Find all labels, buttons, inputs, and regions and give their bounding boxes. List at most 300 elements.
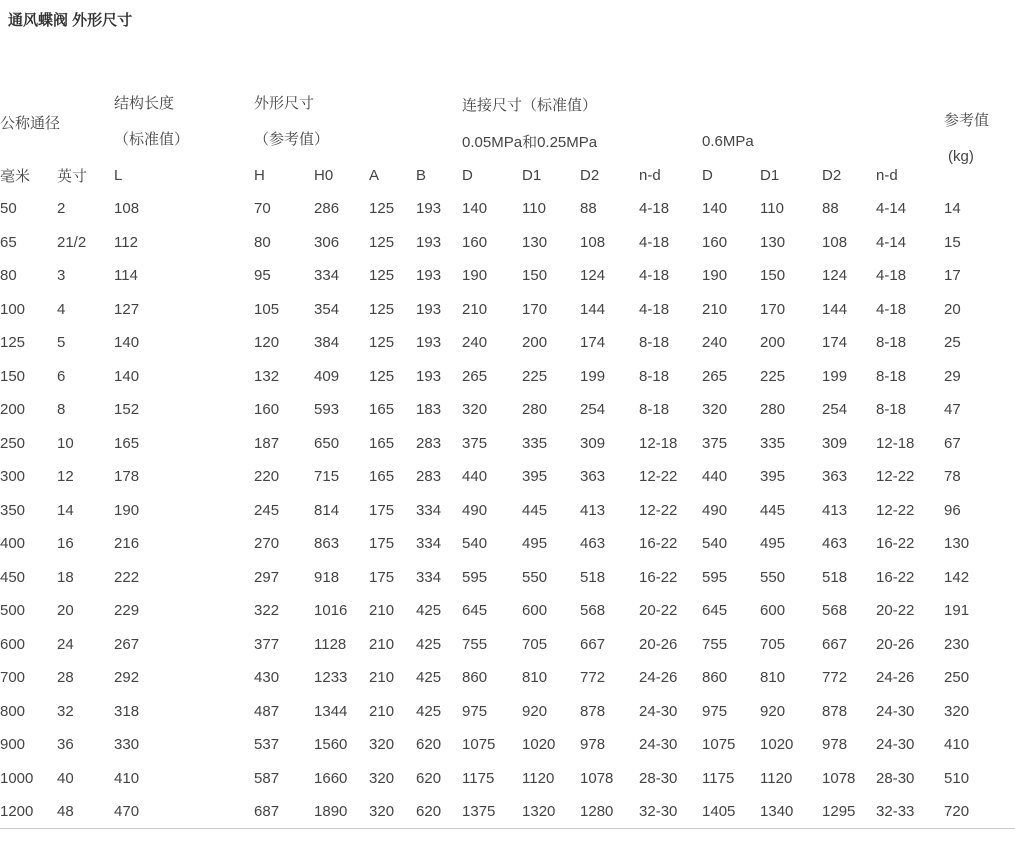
header-nominal-diameter: 公称通径: [0, 114, 61, 132]
table-cell: 28-30: [876, 769, 915, 787]
table-cell: 125: [369, 267, 395, 285]
table-cell: 705: [522, 635, 548, 653]
column-header: 英寸: [57, 168, 88, 185]
table-cell: 150: [760, 267, 786, 285]
table-cell: 810: [760, 669, 786, 687]
table-cell: 1295: [822, 803, 856, 820]
table-cell: 8-18: [639, 401, 670, 419]
table-body: [0, 192, 1015, 829]
table-cell: 772: [822, 669, 848, 687]
table-cell: 165: [369, 468, 395, 486]
table-cell: 878: [580, 702, 606, 720]
table-cell: 318: [114, 702, 140, 720]
table-cell: 410: [114, 769, 140, 787]
table-cell: 125: [369, 300, 395, 318]
table-cell: 490: [462, 501, 488, 519]
column-header: D1: [522, 167, 542, 184]
table-cell: 150: [0, 367, 26, 385]
table-cell: 100: [0, 300, 26, 318]
table-cell: 29: [944, 367, 961, 385]
column-header: n-d: [876, 167, 898, 184]
table-cell: 225: [522, 367, 548, 385]
table-cell: 425: [416, 669, 442, 687]
table-cell: 814: [314, 501, 340, 519]
table-cell: 300: [0, 468, 26, 486]
table-cell: 1075: [462, 736, 496, 754]
table-cell: 200: [0, 401, 26, 419]
table-cell: 1344: [314, 702, 348, 720]
table-cell: 283: [416, 468, 442, 486]
table-cell: 330: [114, 736, 140, 754]
table-cell: 1078: [580, 769, 614, 787]
table-cell: 395: [522, 468, 548, 486]
table-cell: 16-22: [876, 568, 915, 586]
table-cell: 210: [462, 300, 488, 318]
table-cell: 283: [416, 434, 442, 452]
table-cell: 470: [114, 803, 140, 820]
page-title: 通风蝶阀 外形尺寸: [8, 12, 133, 29]
table-cell: 254: [822, 401, 848, 419]
table-cell: 425: [416, 635, 442, 653]
table-cell: 1280: [580, 803, 614, 820]
table-cell: 144: [822, 300, 848, 318]
table-cell: 755: [462, 635, 488, 653]
table-cell: 600: [760, 602, 786, 620]
table-cell: 110: [760, 200, 784, 218]
table-cell: 24-30: [876, 736, 915, 754]
table-cell: 199: [580, 367, 606, 385]
table-cell: 6: [57, 367, 66, 385]
table-cell: 175: [369, 501, 395, 519]
table-cell: 495: [522, 535, 548, 553]
table-cell: 900: [0, 736, 26, 754]
table-cell: 190: [114, 501, 140, 519]
table-cell: 1340: [760, 803, 794, 820]
table-cell: 720: [944, 803, 970, 820]
table-cell: 334: [416, 535, 442, 553]
header-pressure-high: 0.6MPa: [702, 132, 754, 150]
table-cell: 975: [462, 702, 488, 720]
table-cell: 650: [314, 434, 340, 452]
table-cell: 24-30: [639, 702, 678, 720]
table-cell: 1120: [522, 769, 555, 787]
table-row: [0, 628, 1015, 662]
table-cell: 267: [114, 635, 140, 653]
table-cell: 440: [462, 468, 488, 486]
group-header-row-1: [0, 85, 1015, 123]
table-cell: 322: [254, 602, 280, 620]
table-cell: 95: [254, 267, 271, 285]
table-cell: 395: [760, 468, 786, 486]
table-cell: 2: [57, 200, 66, 218]
table-cell: 463: [822, 535, 848, 553]
header-structural-length: [114, 85, 254, 159]
table-cell: 165: [369, 434, 395, 452]
table-cell: 1000: [0, 769, 34, 787]
table-cell: 20: [944, 300, 961, 318]
table-cell: 193: [416, 233, 442, 251]
table-cell: 860: [462, 669, 488, 687]
table-cell: 112: [114, 233, 138, 251]
table-cell: 4-14: [876, 200, 907, 218]
header-outline-dimensions-line1: 外形尺寸: [254, 95, 315, 112]
table-cell: 1078: [822, 769, 856, 787]
table-cell: 445: [760, 501, 786, 519]
header-structural-length-line1: 结构长度: [114, 95, 175, 112]
table-cell: 1233: [314, 669, 348, 687]
table-cell: 595: [462, 568, 488, 586]
table-cell: 280: [522, 401, 548, 419]
table-cell: 24-26: [639, 669, 678, 687]
table-cell: 32: [57, 702, 74, 720]
table-cell: 3: [57, 267, 66, 285]
table-cell: 140: [702, 200, 728, 218]
table-cell: 4-18: [876, 300, 907, 318]
table-cell: 425: [416, 702, 442, 720]
table-cell: 12-22: [876, 501, 915, 519]
table-cell: 125: [369, 233, 395, 251]
table-cell: 170: [760, 300, 786, 318]
table-cell: 240: [462, 334, 488, 352]
table-cell: 210: [369, 702, 395, 720]
column-header-row: [0, 159, 1015, 192]
table-cell: 193: [416, 200, 442, 218]
table-cell: 8-18: [639, 367, 670, 385]
table-cell: 410: [944, 736, 970, 754]
table-cell: 700: [0, 669, 26, 687]
table-cell: 24-30: [639, 736, 678, 754]
table-cell: 124: [580, 267, 606, 285]
table-cell: 200: [522, 334, 548, 352]
table-cell: 265: [462, 367, 488, 385]
table-cell: 510: [944, 769, 970, 787]
table-cell: 518: [580, 568, 606, 586]
table-cell: 124: [822, 267, 848, 285]
table-cell: 4-18: [639, 300, 670, 318]
table-row: [0, 594, 1015, 628]
table-cell: 191: [944, 602, 970, 620]
table-cell: 1320: [522, 803, 556, 820]
table-cell: 645: [702, 602, 728, 620]
table-cell: 1660: [314, 769, 348, 787]
table-cell: 20: [57, 602, 74, 620]
table-cell: 978: [580, 736, 606, 754]
table-cell: 187: [254, 434, 280, 452]
table-cell: 24-26: [876, 669, 915, 687]
table-cell: 20-26: [876, 635, 915, 653]
table-cell: 125: [369, 200, 395, 218]
header-reference-weight: [944, 85, 1015, 192]
table-cell: 80: [0, 267, 17, 285]
table-cell: 28-30: [639, 769, 678, 787]
table-cell: 210: [702, 300, 728, 318]
table-cell: 12-18: [639, 434, 678, 452]
table-cell: 160: [462, 233, 488, 251]
table-cell: 160: [254, 401, 280, 419]
header-reference-weight-line1: 参考值: [944, 111, 990, 129]
table-cell: 193: [416, 367, 442, 385]
table-cell: 1375: [462, 803, 496, 820]
table-cell: 320: [369, 736, 395, 754]
table-row: [0, 661, 1015, 695]
table-cell: 1560: [314, 736, 348, 754]
table-cell: 1128: [314, 635, 347, 653]
table-cell: 80: [254, 233, 271, 251]
table-cell: 32-33: [876, 803, 915, 820]
header-connection-dimensions: 连接尺寸（标准值）: [462, 96, 598, 114]
table-cell: 88: [822, 200, 839, 218]
table-cell: 165: [369, 401, 395, 419]
table-row: [0, 795, 1015, 829]
table-cell: 413: [822, 501, 848, 519]
table-cell: 645: [462, 602, 488, 620]
table-cell: 108: [114, 200, 140, 218]
table-cell: 600: [0, 635, 26, 653]
table-cell: 12-22: [639, 468, 678, 486]
table-cell: 210: [369, 635, 395, 653]
column-header: D2: [580, 167, 600, 184]
table-cell: 320: [369, 803, 395, 820]
table-row: [0, 728, 1015, 762]
table-row: [0, 393, 1015, 427]
table-row: [0, 460, 1015, 494]
table-cell: 144: [580, 300, 606, 318]
table-cell: 120: [254, 334, 280, 352]
table-cell: 8-18: [876, 334, 907, 352]
table-row: [0, 561, 1015, 595]
table-cell: 10: [57, 434, 74, 452]
column-header: D2: [822, 167, 842, 184]
table-cell: 140: [462, 200, 488, 218]
table-cell: 193: [416, 300, 442, 318]
table-cell: 4: [57, 300, 66, 318]
table-cell: 225: [760, 367, 786, 385]
table-cell: 24: [57, 635, 74, 653]
table-cell: 667: [580, 635, 606, 653]
table-cell: 363: [580, 468, 606, 486]
table-row: [0, 326, 1015, 360]
table-cell: 413: [580, 501, 606, 519]
table-cell: 335: [522, 434, 548, 452]
table-cell: 705: [760, 635, 786, 653]
table-cell: 14: [57, 501, 74, 519]
column-header: L: [114, 167, 123, 184]
table-cell: 170: [522, 300, 548, 318]
table-cell: 108: [580, 233, 606, 251]
table-cell: 250: [944, 669, 970, 687]
table-cell: 920: [760, 702, 786, 720]
table-cell: 4-18: [639, 200, 670, 218]
table-cell: 5: [57, 334, 66, 352]
table-cell: 40: [57, 769, 74, 787]
table-cell: 1120: [760, 769, 793, 787]
table-cell: 297: [254, 568, 280, 586]
table-cell: 568: [822, 602, 848, 620]
table-cell: 1016: [314, 602, 348, 620]
table-cell: 8-18: [876, 401, 907, 419]
header-reference-weight-line2: (kg): [948, 147, 974, 165]
table-cell: 495: [760, 535, 786, 553]
header-structural-length-line2: （标准值）: [114, 131, 190, 148]
table-cell: 375: [462, 434, 488, 452]
table-cell: 174: [822, 334, 848, 352]
table-cell: 20-22: [876, 602, 915, 620]
table-cell: 265: [702, 367, 728, 385]
table-cell: 25: [944, 334, 961, 352]
table-cell: 174: [580, 334, 606, 352]
table-cell: 24-30: [876, 702, 915, 720]
column-header: B: [416, 167, 427, 184]
table-cell: 667: [822, 635, 848, 653]
column-header: D: [702, 167, 713, 184]
table-cell: 280: [760, 401, 786, 419]
table-cell: 320: [369, 769, 395, 787]
table-cell: 210: [369, 602, 395, 620]
table-cell: 16-22: [876, 535, 915, 553]
table-cell: 130: [944, 535, 970, 553]
table-cell: 687: [254, 803, 280, 820]
table-cell: 130: [760, 233, 786, 251]
column-header: D1: [760, 167, 780, 184]
table-cell: 222: [114, 568, 140, 586]
table-cell: 250: [0, 434, 26, 452]
table-row: [0, 360, 1015, 394]
table-cell: 14: [944, 200, 961, 218]
table-cell: 50: [0, 200, 17, 218]
column-header: A: [369, 167, 380, 184]
table-cell: 540: [462, 535, 488, 553]
table-cell: 537: [254, 736, 280, 754]
table-cell: 210: [369, 669, 395, 687]
table-cell: 216: [114, 535, 140, 553]
table-row: [0, 695, 1015, 729]
table-cell: 540: [702, 535, 728, 553]
table-cell: 12-22: [876, 468, 915, 486]
table-cell: 1175: [462, 769, 495, 787]
table-cell: 15: [944, 233, 961, 251]
table-cell: 8: [57, 401, 66, 419]
table-cell: 4-14: [876, 233, 907, 251]
table-cell: 12: [57, 468, 74, 486]
table-cell: 1020: [760, 736, 794, 754]
table-cell: 600: [522, 602, 548, 620]
table-cell: 755: [702, 635, 728, 653]
header-outline-dimensions-line2: （参考值）: [254, 131, 330, 148]
table-cell: 108: [822, 233, 848, 251]
table-cell: 16-22: [639, 535, 678, 553]
dimensions-table: [0, 85, 1015, 829]
table-cell: 550: [522, 568, 548, 586]
table-cell: 125: [369, 334, 395, 352]
table-cell: 286: [314, 200, 340, 218]
table-cell: 220: [254, 468, 280, 486]
table-cell: 445: [522, 501, 548, 519]
column-header: D: [462, 167, 473, 184]
table-cell: 175: [369, 568, 395, 586]
table-cell: 8-18: [639, 334, 670, 352]
table-cell: 587: [254, 769, 280, 787]
table-cell: 375: [702, 434, 728, 452]
table-cell: 309: [580, 434, 606, 452]
table-cell: 190: [462, 267, 488, 285]
table-cell: 140: [114, 334, 140, 352]
table-cell: 450: [0, 568, 26, 586]
table-cell: 130: [522, 233, 548, 251]
table-cell: 377: [254, 635, 280, 653]
table-cell: 335: [760, 434, 786, 452]
table-cell: 863: [314, 535, 340, 553]
table-cell: 16: [57, 535, 74, 553]
table-cell: 114: [114, 267, 138, 285]
table-cell: 240: [702, 334, 728, 352]
table-cell: 4-18: [639, 267, 670, 285]
table-cell: 593: [314, 401, 340, 419]
table-cell: 125: [369, 367, 395, 385]
table-cell: 860: [702, 669, 728, 687]
table-cell: 200: [760, 334, 786, 352]
table-cell: 254: [580, 401, 606, 419]
table-cell: 463: [580, 535, 606, 553]
table-cell: 193: [416, 267, 442, 285]
table-cell: 810: [522, 669, 548, 687]
table-cell: 440: [702, 468, 728, 486]
table-row: [0, 494, 1015, 528]
table-row: [0, 293, 1015, 327]
table-cell: 309: [822, 434, 848, 452]
table-cell: 354: [314, 300, 340, 318]
table-cell: 67: [944, 434, 961, 452]
table-cell: 920: [522, 702, 548, 720]
table-cell: 48: [57, 803, 74, 820]
table-cell: 1175: [702, 769, 735, 787]
table-cell: 229: [114, 602, 140, 620]
table-row: [0, 762, 1015, 796]
table-cell: 334: [314, 267, 340, 285]
table-cell: 595: [702, 568, 728, 586]
table-cell: 70: [254, 200, 271, 218]
table-cell: 32-30: [639, 803, 678, 820]
table-cell: 350: [0, 501, 26, 519]
table-cell: 12-22: [639, 501, 678, 519]
table-cell: 500: [0, 602, 26, 620]
table-row: [0, 192, 1015, 226]
table-cell: 568: [580, 602, 606, 620]
table-cell: 487: [254, 702, 280, 720]
table-cell: 878: [822, 702, 848, 720]
table-cell: 334: [416, 501, 442, 519]
table-cell: 550: [760, 568, 786, 586]
page: [0, 11, 1015, 829]
table-row: [0, 259, 1015, 293]
table-cell: 715: [314, 468, 340, 486]
table-cell: 978: [822, 736, 848, 754]
table-cell: 1075: [702, 736, 736, 754]
table-cell: 1890: [314, 803, 348, 820]
table-cell: 36: [57, 736, 74, 754]
table-cell: 292: [114, 669, 140, 687]
table-cell: 384: [314, 334, 340, 352]
table-cell: 306: [314, 233, 340, 251]
table-cell: 8-18: [876, 367, 907, 385]
table-cell: 230: [944, 635, 970, 653]
column-header: n-d: [639, 167, 661, 184]
table-cell: 65: [0, 233, 17, 251]
header-pressure-low: 0.05MPa和0.25MPa: [462, 133, 598, 151]
table-cell: 178: [114, 468, 140, 486]
table-cell: 772: [580, 669, 606, 687]
table-cell: 620: [416, 769, 442, 787]
table-cell: 334: [416, 568, 442, 586]
